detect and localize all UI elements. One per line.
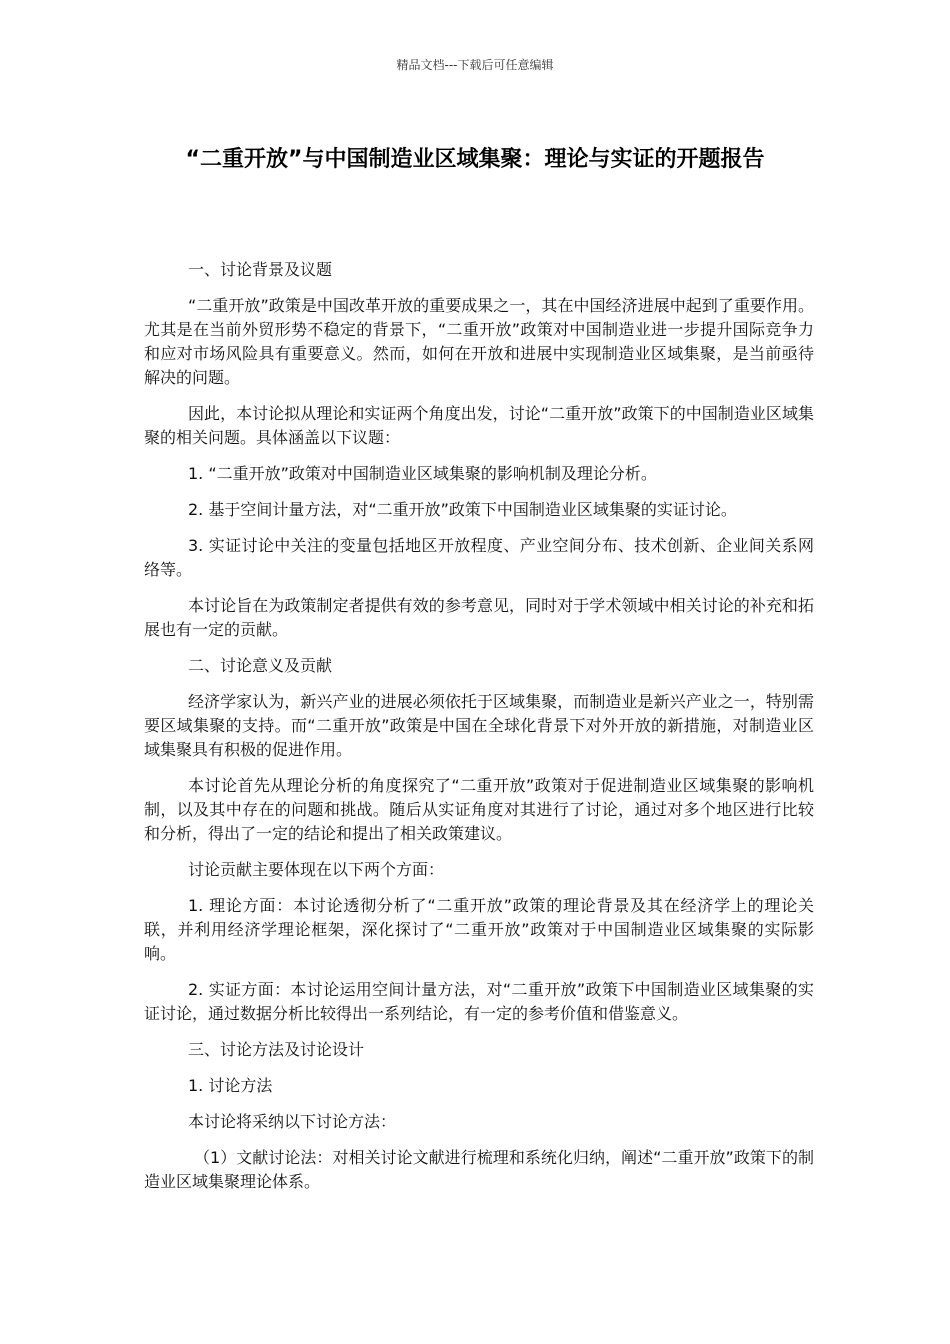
list-item-method-literature: （1）文献讨论法：对相关讨论文献进行梳理和系统化归纳，阐述“二重开放”政策下的制造业区域集聚理论体系。 — [144, 1148, 814, 1191]
list-item-topic-3: 3. 实证讨论中关注的变量包括地区开放程度、产业空间分布、技术创新、企业间关系网络等。 — [144, 536, 814, 579]
section-heading-significance: 二、讨论意义及贡献 — [188, 656, 333, 675]
section-heading-methods: 三、讨论方法及讨论设计 — [188, 1040, 365, 1059]
paragraph-contributions-intro: 讨论贡献主要体现在以下两个方面： — [188, 860, 445, 879]
list-item-contribution-empirical: 2. 实证方面：本讨论运用空间计量方法，对“二重开放”政策下中国制造业区域集聚的实证讨论，通过数据分析比较得出一系列结论，有一定的参考价值和借鉴意义。 — [144, 980, 814, 1023]
header-note: 精品文档---下载后可任意编辑 — [396, 58, 554, 72]
subheading-methods: 1. 讨论方法 — [188, 1076, 273, 1095]
section-heading-background: 一、讨论背景及议题 — [188, 260, 333, 279]
document-title: “二重开放”与中国制造业区域集聚：理论与实证的开题报告 — [185, 147, 765, 172]
document-body — [144, 258, 814, 1206]
paragraph-significance: 经济学家认为，新兴产业的进展必须依托于区域集聚，而制造业是新兴产业之一，特别需要区域集聚的支持。而“二重开放”政策是中国在全球化背景下对外开放的新措施，对制造业区域集聚具有积极的促进作用。 — [144, 692, 814, 759]
list-item-contribution-theory: 1. 理论方面：本讨论透彻分析了“二重开放”政策的理论背景及其在经济学上的理论关联，并利用经济学理论框架，深化探讨了“二重开放”政策对于中国制造业区域集聚的实际影响。 — [144, 896, 814, 963]
paragraph-approach: 本讨论首先从理论分析的角度探究了“二重开放”政策对于促进制造业区域集聚的影响机制，以及其中存在的问题和挑战。随后从实证角度对其进行了讨论，通过对多个地区进行比较和分析，得出了一定的结论和提出了相关政策建议。 — [144, 776, 814, 843]
list-item-topic-2: 2. 基于空间计量方法，对“二重开放”政策下中国制造业区域集聚的实证讨论。 — [188, 500, 737, 519]
paragraph-topics-intro: 因此，本讨论拟从理论和实证两个角度出发，讨论“二重开放”政策下的中国制造业区域集聚的相关问题。具体涵盖以下议题： — [144, 404, 814, 447]
paragraph-methods-intro: 本讨论将采纳以下讨论方法： — [188, 1112, 397, 1131]
paragraph-background: “二重开放”政策是中国改革开放的重要成果之一，其在中国经济进展中起到了重要作用。尤其是在当前外贸形势不稳定的背景下，“二重开放”政策对中国制造业进一步提升国际竞争力和应对市场风险具有重要意义。然而，如何在开放和进展中实现制造业区域集聚，是当前亟待解决的问题。 — [144, 296, 814, 387]
paragraph-aim: 本讨论旨在为政策制定者提供有效的参考意见，同时对于学术领域中相关讨论的补充和拓展也有一定的贡献。 — [144, 596, 814, 639]
list-item-topic-1: 1. “二重开放”政策对中国制造业区域集聚的影响机制及理论分析。 — [188, 464, 657, 483]
